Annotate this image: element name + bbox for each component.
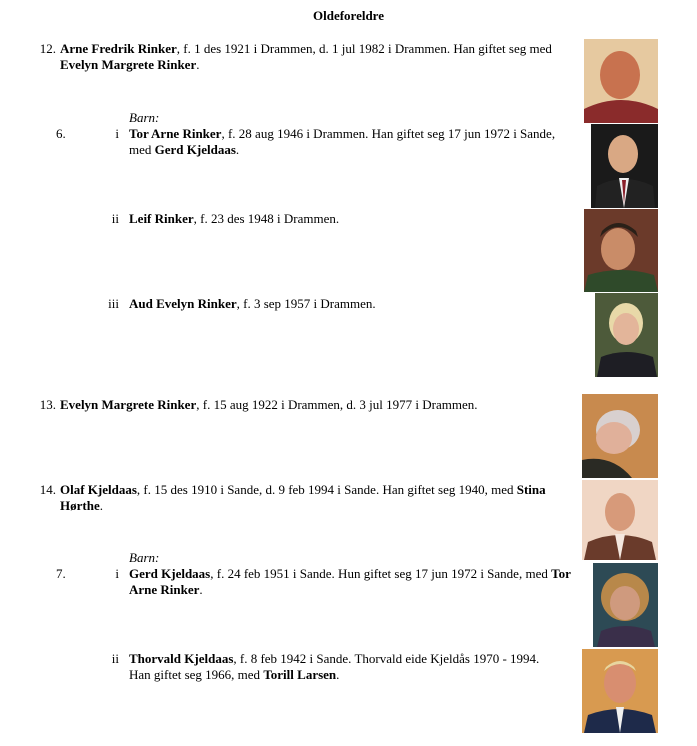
entry-person (60, 397, 478, 413)
entry-number: 14. (39, 482, 56, 497)
entry-person (60, 41, 552, 57)
person-name: Olaf Kjeldaas (60, 482, 137, 497)
person-name: Arne Fredrik Rinker (60, 41, 177, 56)
child-person (129, 296, 376, 312)
person-name: Evelyn Margrete Rinker (60, 397, 197, 412)
person-details: , f. 15 des 1910 i Sande, d. 9 feb 1994 i Sande. Han giftet seg 1940, med (136, 482, 517, 497)
person-details: , f. 28 aug 1946 i Drammen. Han giftet seg 17 jun 1972 i Sande, (221, 126, 556, 141)
person-details: , f. 15 aug 1922 i Drammen, d. 3 jul 1977 i Drammen. (196, 397, 478, 412)
portrait-photo (582, 649, 658, 733)
person-details: , f. 8 feb 1942 i Sande. Thorvald eide Kjeldås 1970 - 1994. (233, 651, 540, 666)
portrait-photo (591, 124, 658, 208)
spouse-name-part: Tor (551, 566, 571, 581)
portrait-image (584, 39, 658, 123)
entry-number: 13. (39, 397, 56, 412)
person-details: , f. 3 sep 1957 i Drammen. (236, 296, 376, 311)
person-details: , f. 24 feb 1951 i Sande. Hun giftet seg 17 jun 1972 i Sande, med (210, 566, 552, 581)
portrait-photo (595, 293, 658, 377)
child-spouse-line: Han giftet seg 1966, med Torill Larsen. (129, 667, 340, 682)
children-label: Barn: (129, 110, 160, 125)
child-index: i (115, 126, 119, 141)
child-index: ii (111, 211, 119, 226)
entry-spouse-line: Evelyn Margrete Rinker. (60, 57, 200, 72)
child-index: iii (108, 296, 119, 311)
spouse-name-part: Arne Rinker (129, 582, 200, 597)
entry-number: 12. (39, 41, 56, 56)
person-name: Tor Arne Rinker (129, 126, 222, 141)
portrait-photo (582, 480, 658, 560)
person-name: Thorvald Kjeldaas (129, 651, 234, 666)
portrait-photo (593, 563, 658, 647)
child-spouse-line: med Gerd Kjeldaas. (129, 142, 240, 157)
child-index: i (115, 566, 119, 581)
child-person (129, 211, 339, 227)
spouse-name: Torill Larsen (263, 667, 337, 682)
child-person (129, 651, 539, 667)
generation-number: 7. (56, 566, 66, 581)
portrait-photo (582, 394, 658, 478)
generation-number: 6. (56, 126, 66, 141)
child-person (129, 126, 555, 142)
entry-person (60, 482, 546, 498)
portrait-photo (584, 39, 658, 123)
person-name: Gerd Kjeldaas (129, 566, 211, 581)
page-title: Oldeforeldre (312, 8, 384, 23)
entry-spouse-line: Hørthe. (60, 498, 103, 513)
spouse-name-part: Stina (516, 482, 546, 497)
child-index: ii (111, 651, 119, 666)
person-name: Aud Evelyn Rinker (129, 296, 237, 311)
person-details: , f. 23 des 1948 i Drammen. (193, 211, 340, 226)
photo-face (600, 51, 640, 99)
person-name: Leif Rinker (129, 211, 194, 226)
spouse-name-part: Hørthe (60, 498, 100, 513)
children-label: Barn: (129, 550, 160, 565)
child-spouse-line: Arne Rinker. (129, 582, 203, 597)
portrait-photo (584, 209, 658, 292)
person-details: , f. 1 des 1921 i Drammen, d. 1 jul 1982 i Drammen. Han giftet seg med (176, 41, 552, 56)
spouse-name: Evelyn Margrete Rinker (60, 57, 197, 72)
child-person (129, 566, 571, 582)
spouse-name: Gerd Kjeldaas (154, 142, 236, 157)
